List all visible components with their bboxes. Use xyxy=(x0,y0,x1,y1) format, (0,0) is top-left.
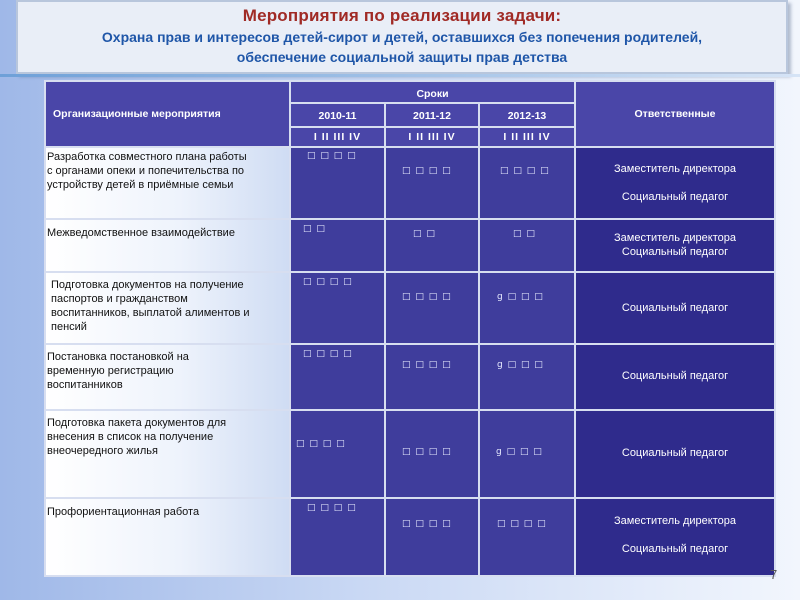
activity-cell: Подготовка пакета документов для внесения в список на получение внеочередного жилья xyxy=(45,410,290,498)
header-quarters: I II III IV xyxy=(385,127,479,147)
activity-cell: Профориентационная работа xyxy=(45,498,290,576)
page-number: 7 xyxy=(770,567,778,582)
responsible-cell: Заместитель директора Социальный педагог xyxy=(575,147,775,219)
schedule-cell xyxy=(290,498,385,576)
schedule-cell xyxy=(385,344,479,410)
schedule-cell xyxy=(385,410,479,498)
schedule-marks: □ □ xyxy=(513,229,536,239)
schedule-marks: □ □ xyxy=(303,224,326,234)
schedule-marks: □ □ □ □ xyxy=(497,519,547,529)
responsible-cell: Социальный педагог xyxy=(575,410,775,498)
schedule-cell xyxy=(290,219,385,272)
header-quarters: I II III IV xyxy=(479,127,575,147)
header-responsible: Ответственные xyxy=(575,81,775,147)
schedule-cell xyxy=(290,272,385,344)
schedule-cell xyxy=(479,498,575,576)
schedule-cell xyxy=(479,147,575,219)
activity-cell: Постановка постановкой на временную регистрацию воспитанников xyxy=(45,344,290,410)
header-year: 2010-11 xyxy=(290,103,385,127)
slide-subtitle-line-2: обеспечение социальной защиты прав детства xyxy=(236,49,568,65)
schedule-cell xyxy=(385,219,479,272)
schedule-marks: □ □ □ □ xyxy=(402,447,452,457)
schedule-marks: □ □ □ □ xyxy=(303,349,353,359)
responsible-cell: Социальный педагог xyxy=(575,344,775,410)
slide-subtitle-line-1: Охрана прав и интересов детей-сирот и детей, оставшихся без попечения родителей, xyxy=(101,29,703,45)
header-year: 2012-13 xyxy=(479,103,575,127)
slide-title-box xyxy=(16,0,788,74)
activity-cell: Разработка совместного плана работы с органами опеки и попечительства по устройству детей в приёмные семьи xyxy=(45,147,290,219)
activity-cell: Подготовка документов на получение паспортов и гражданством воспитанников, выплатой алиментов и пенсий xyxy=(45,272,290,344)
schedule-marks: □ □ □ □ xyxy=(500,166,550,176)
header-terms: Сроки xyxy=(290,81,575,103)
schedule-marks: g □ □ □ xyxy=(497,292,544,302)
schedule-marks: □ □ □ □ xyxy=(402,292,452,302)
schedule-marks: □ □ □ □ xyxy=(402,519,452,529)
schedule-cell xyxy=(290,410,385,498)
header-org-activities: Организационные мероприятия xyxy=(45,81,290,147)
schedule-cell xyxy=(479,219,575,272)
schedule-marks: g □ □ □ xyxy=(497,360,544,370)
responsible-cell: Заместитель директора Социальный педагог xyxy=(575,498,775,576)
schedule-marks: □ □ □ □ xyxy=(307,503,357,513)
slide-title: Мероприятия по реализации задачи: xyxy=(242,6,562,25)
schedule-cell xyxy=(385,272,479,344)
schedule-cell xyxy=(290,344,385,410)
schedule-marks: □ □ □ □ xyxy=(296,439,346,449)
schedule-cell xyxy=(479,344,575,410)
activities-table xyxy=(44,80,776,577)
schedule-marks: g □ □ □ xyxy=(496,447,543,457)
schedule-marks: □ □ □ □ xyxy=(307,151,357,161)
header-quarters: I II III IV xyxy=(290,127,385,147)
schedule-marks: □ □ xyxy=(413,229,436,239)
schedule-cell xyxy=(479,272,575,344)
responsible-cell: Заместитель директора Социальный педагог xyxy=(575,219,775,272)
header-year: 2011-12 xyxy=(385,103,479,127)
schedule-marks: □ □ □ □ xyxy=(303,277,353,287)
schedule-marks: □ □ □ □ xyxy=(402,360,452,370)
schedule-cell xyxy=(290,147,385,219)
responsible-cell: Социальный педагог xyxy=(575,272,775,344)
schedule-marks: □ □ □ □ xyxy=(402,166,452,176)
activity-cell: Межведомственное взаимодействие xyxy=(45,219,290,272)
